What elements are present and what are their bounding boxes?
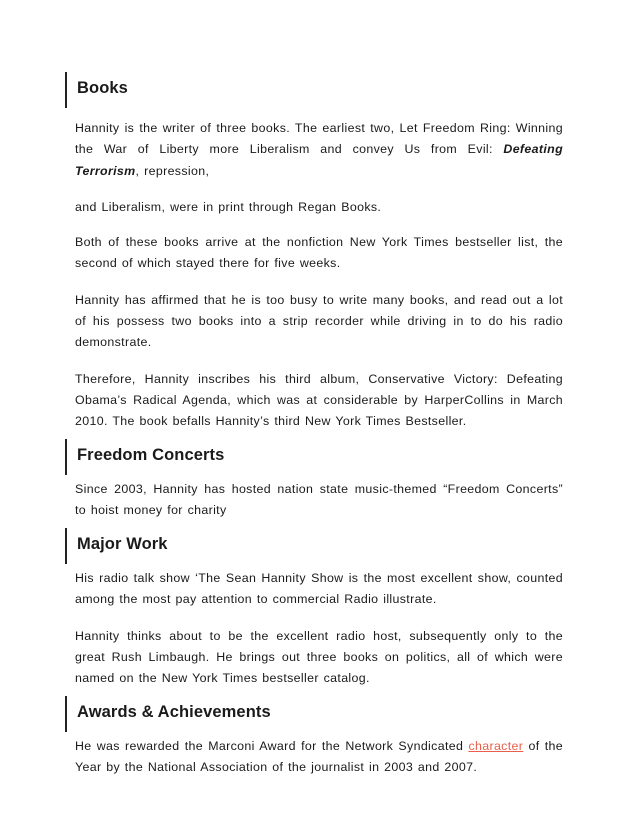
awards-paragraph-1: He was rewarded the Marconi Award for the Network Syndicated character of the Year by the National Association of the journalist in 2003 and 2007. [75, 738, 563, 774]
document-content [75, 78, 563, 778]
books-paragraph-1: Hannity is the writer of three books. The earliest two, Let Freedom Ring: Winning the War of Liberty more Liberalism and convey Us from Evil: Defeating Terrorism, repression, [75, 121, 563, 178]
heading-major-work: Major Work [75, 534, 563, 554]
heading-freedom-concerts: Freedom Concerts [75, 445, 563, 465]
books-paragraph-3: Both of these books arrive at the nonfiction New York Times bestseller list, the second of which stayed there for five weeks. [75, 235, 563, 271]
books-paragraph-4: Hannity has affirmed that he is too busy to write many books, and read out a lot of his possess two books into a strip recorder while driving in to do his radio demonstrate. [75, 292, 563, 350]
character-link[interactable]: character [468, 738, 524, 753]
heading-bar [65, 528, 67, 564]
books-paragraph-5: Therefore, Hannity inscribes his third album, Conservative Victory: Defeating Obama’s Radical Agenda, which was at considerable by HarperCollins in March 2010. The book befalls Hannity’s third New York Times Bestseller. [75, 371, 563, 429]
heading-books: Books [75, 78, 563, 98]
heading-bar [65, 696, 67, 732]
books-paragraph-2: and Liberalism, were in print through Regan Books. [75, 199, 382, 214]
concerts-paragraph-1: Since 2003, Hannity has hosted nation state music-themed “Freedom Concerts” to hoist money for charity [75, 481, 563, 517]
heading-bar [65, 439, 67, 475]
major-work-paragraph-1: His radio talk show ‘The Sean Hannity Show is the most excellent show, counted among the most pay attention to commercial Radio illustrate. [75, 571, 563, 607]
heading-bar [65, 72, 67, 108]
heading-awards-achievements: Awards & Achievements [75, 702, 563, 722]
major-work-paragraph-2: Hannity thinks about to be the excellent radio host, subsequently only to the great Rush Limbaugh. He brings out three books on politics, all of which were named on the New York Times bestseller catalog. [75, 628, 563, 686]
